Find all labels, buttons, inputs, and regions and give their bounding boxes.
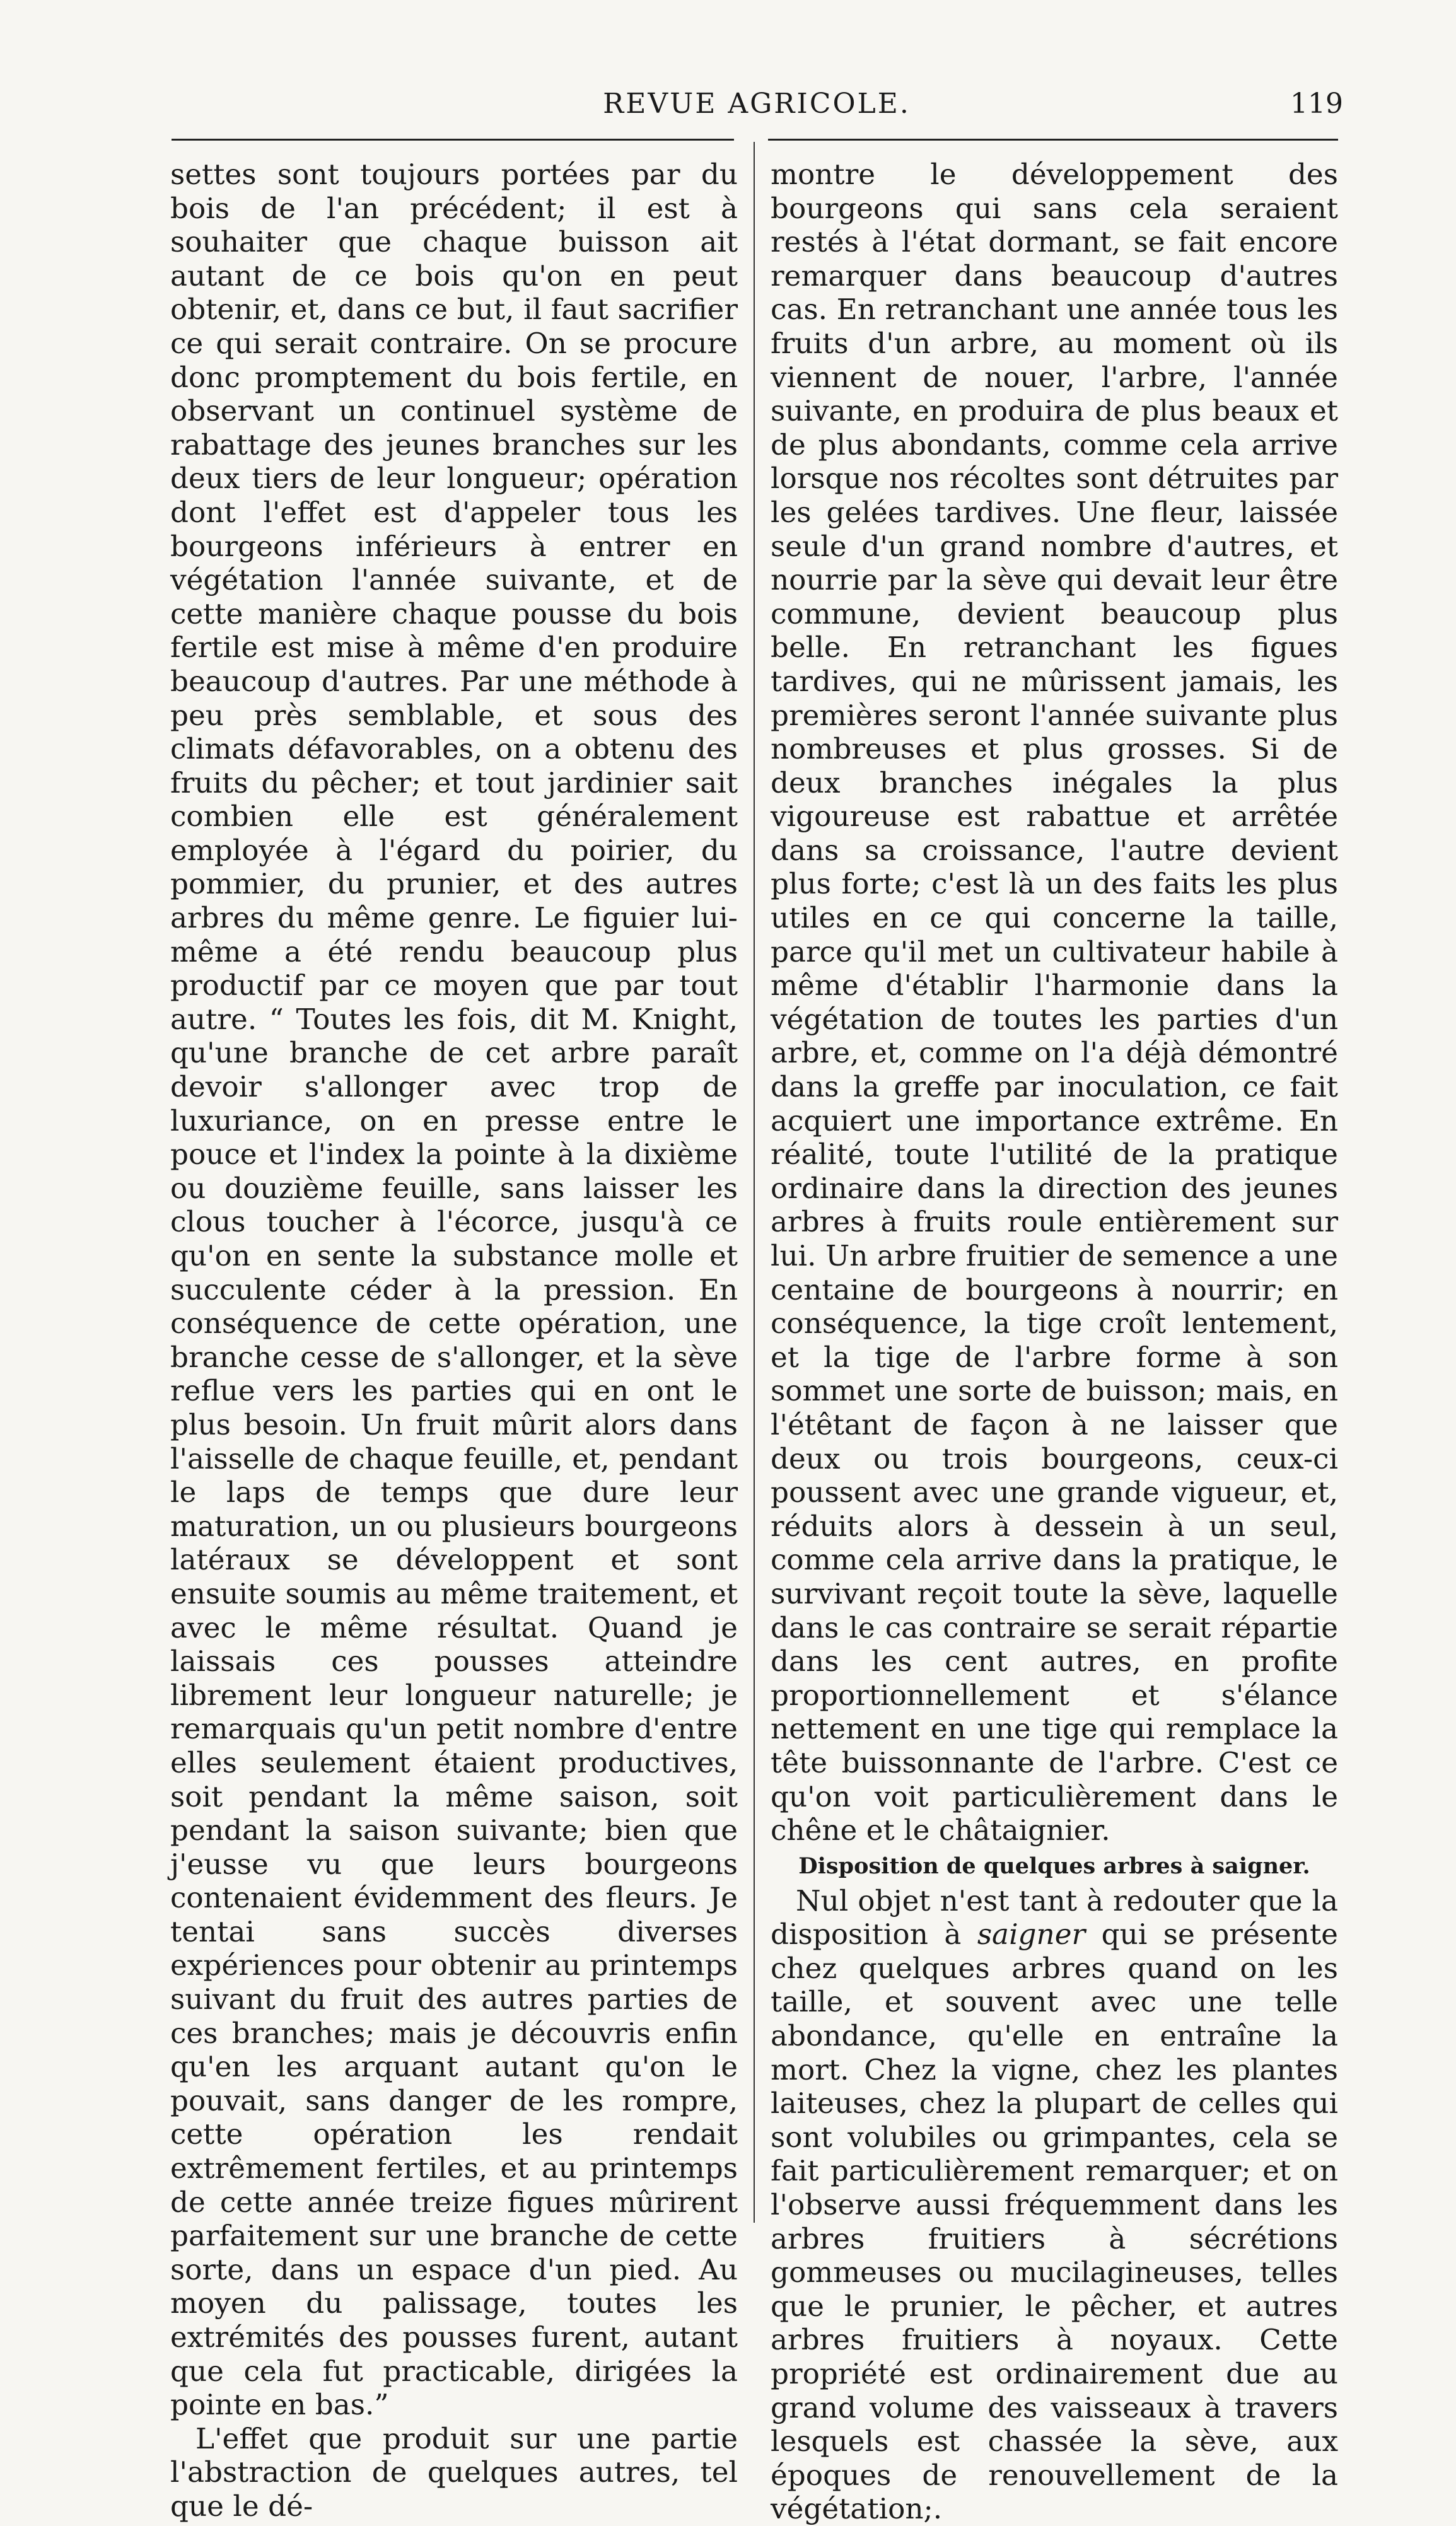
left-paragraph-2: L'effet que produit sur une partie l'abstraction de quelques autres, tel que le dé- xyxy=(170,2421,738,2523)
running-head xyxy=(170,82,1343,126)
right-paragraph-2-start: Nul objet n'est tant à redouter que la disposition à xyxy=(771,1883,1338,1952)
right-paragraph-2 xyxy=(771,1884,1338,2526)
section-heading: Disposition de quelques arbres à saigner. xyxy=(798,1853,1310,1879)
right-paragraph-2-end: qui se présente chez quelques arbres quand on les taille, et souvent avec une telle abondance, qu'elle en entraîne la mort. Chez la vigne, chez les plantes laiteuses, chez la plupart de celles qui sont volubiles ou grimpantes, cela se fait particulièrement remarquer; et on l'observe aussi fréquemment dans les arbres fruitiers à sécrétions gommeuses ou mucilagineuses, telles que le prunier, le pêcher, et autres arbres fruitiers à noyaux. Cette propriété est ordinairement due au grand volume des vaisseaux à travers lesquels est chassée la sève, aux époques de renouvellement de la végétation;. xyxy=(771,1918,1338,2526)
right-paragraph-2-italic: saigner xyxy=(977,1918,1086,1952)
header-rule-left xyxy=(172,139,734,141)
column-divider xyxy=(754,142,755,2223)
left-column xyxy=(170,158,738,2523)
left-paragraph-1: settes sont toujours portées par du bois de l'an précédent; il est à souhaiter que chaque buisson ait autant de ce bois qu'on en peut obtenir, et, dans ce but, il faut sacrifier ce qui serait contraire. On se procure donc promptement du bois fertile, en observant un continuel système de rabattage des jeunes branches sur les deux tiers de leur longueur; opération dont l'effet est d'appeler tous les bourgeons inférieurs à entrer en végétation l'année suivante, et de cette manière chaque pousse du bois fertile est mise à même d'en produire beaucoup d'autres. Par une méthode à peu près semblable, et sous des climats défavorables, on a obtenu des fruits du pêcher; et tout jardinier sait combien elle est généralement employée à l'égard du poirier, du pommier, du prunier, et des autres arbres du même genre. Le figuier lui-même a été rendu beaucoup plus productif par ce moyen que par tout autre. “ Toutes les fois, dit M. Knight, qu'une branche de cet arbre paraît devoir s'allonger avec trop de luxuriance, on en presse entre le pouce et l'index la pointe à la dixième ou douzième feuille, sans laisser les clous toucher à l'écorce, jusqu'à ce qu'on en sente la substance molle et succulente céder à la pression. En conséquence de cette opération, une branche cesse de s'allonger, et la sève reflue vers les parties qui en ont le plus besoin. Un fruit mûrit alors dans l'aisselle de chaque feuille, et, pendant le laps de temps que dure leur maturation, un ou plusieurs bourgeons latéraux se développent et sont ensuite soumis au même traitement, et avec le même résultat. Quand je laissais ces pousses atteindre librement leur longueur naturelle; je remarquais qu'un petit nombre d'entre elles seulement étaient productives, soit pendant la même saison, soit pendant la saison suivante; bien que j'eusse vu que leurs bourgeons contenaient évidemment des fleurs. Je tentai sans succès diverses expériences pour obtenir au printemps suivant du fruit des autres parties de ces branches; mais je découvris enfin qu'en les arquant autant qu'on le pouvait, sans danger de les rompre, cette opération les rendait extrêmement fertiles, et au printemps de cette année treize figues mûrirent parfaitement sur une branche de cette sorte, dans un espace d'un pied. Au moyen du palissage, toutes les extrémités des pousses furent, autant que cela fut practicable, dirigées la pointe en bas.” xyxy=(170,158,738,2422)
page-number: 119 xyxy=(1290,88,1343,120)
header-rule-right xyxy=(768,139,1338,141)
right-paragraph-1: montre le développement des bourgeons qui sans cela seraient restés à l'état dormant, se fait encore remarquer dans beaucoup d'autres cas. En retranchant une année tous les fruits d'un arbre, au moment où ils viennent de nouer, l'arbre, l'année suivante, en produira de plus beaux et de plus abondants, comme cela arrive lorsque nos récoltes sont détruites par les gelées tardives. Une fleur, laissée seule d'un grand nombre d'autres, et nourrie par la sève qui devait leur être commune, devient beaucoup plus belle. En retranchant les figues tardives, qui ne mûrissent jamais, les premières seront l'année suivante plus nombreuses et plus grosses. Si de deux branches inégales la plus vigoureuse est rabattue et arrêtée dans sa croissance, l'autre devient plus forte; c'est là un des faits les plus utiles en ce qui concerne la taille, parce qu'il met un cultivateur habile à même d'établir l'harmonie dans la végétation de toutes les parties d'un arbre, et, comme on l'a déjà démontré dans la greffe par inoculation, ce fait acquiert une importance extrême. En réalité, toute l'utilité de la pratique ordinaire dans la direction des jeunes arbres à fruits roule entièrement sur lui. Un arbre fruitier de semence a une centaine de bourgeons à nourrir; en conséquence, la tige croît lentement, et la tige de l'arbre forme à son sommet une sorte de buisson; mais, en l'étêtant de façon à ne laisser que deux ou trois bourgeons, ceux-ci poussent avec une grande vigueur, et, réduits alors à dessein à un seul, comme cela arrive dans la pratique, le survivant reçoit toute la sève, laquelle dans le cas contraire se serait répartie dans les cent autres, en profite proportionnellement et s'élance nettement en une tige qui remplace la tête buissonnante de l'arbre. C'est ce qu'on voit particulièrement dans le chêne et le châtaignier. xyxy=(771,158,1338,1848)
right-column xyxy=(771,158,1338,2526)
running-title: REVUE AGRICOLE. xyxy=(603,88,911,120)
